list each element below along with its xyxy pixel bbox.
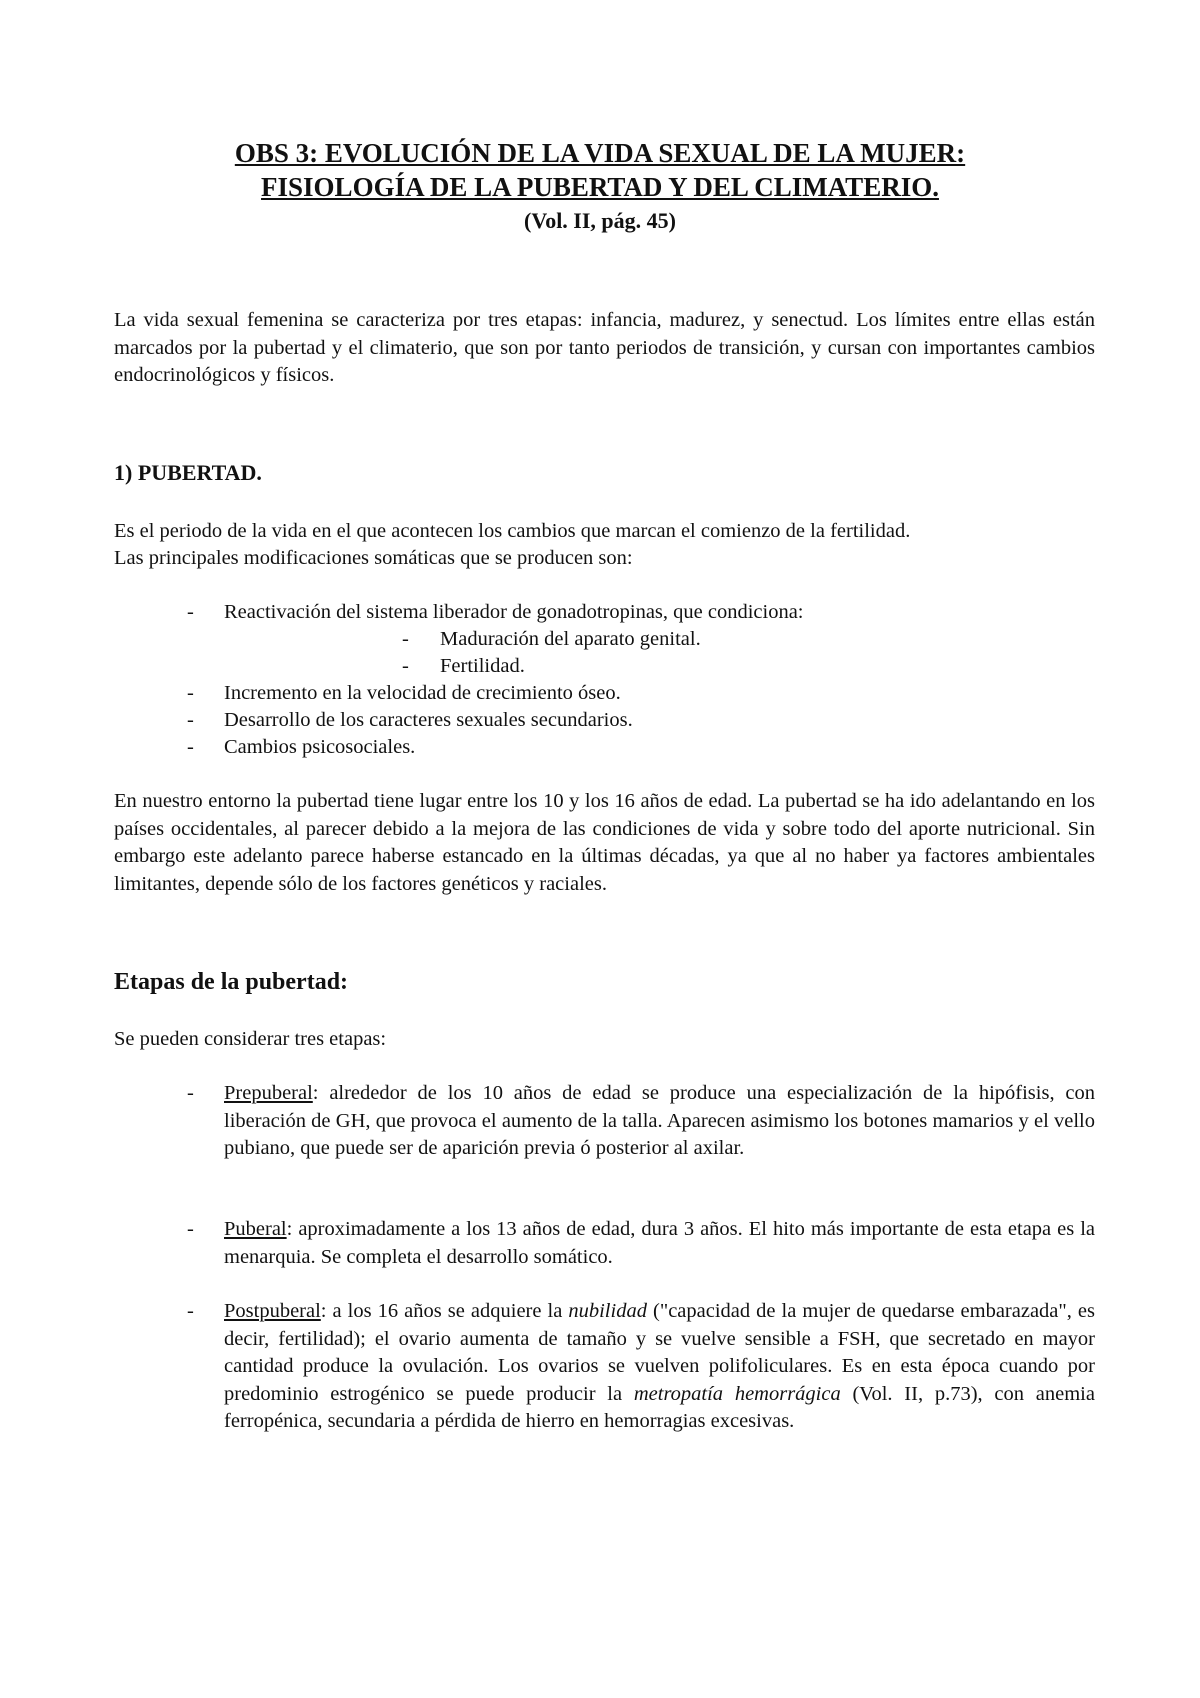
stage-text: ("capacidad de la mujer de quedarse embarazada", es decir, fertilidad); el ovario aumenta de tamaño y se vuelve sensible a FSH, que secretado en mayor cantidad produce la ovulación. Los ovarios se vuelven polifoliculares. Es en esta época cuando por predominio estrogénico se puede producir la: [224, 1300, 1096, 1405]
bullet-dash: -: [187, 709, 194, 731]
sub-bullet-dash: -: [402, 628, 409, 650]
volume-reference: (Vol. II, pág. 45): [524, 208, 676, 233]
stage-text: : a los 16 años se adquiere la: [320, 1300, 569, 1322]
sub-bullet-item: Maduración del aparato genital.: [440, 628, 701, 650]
stage-prepuberal: [224, 1080, 1095, 1163]
stage-postpuberal: [224, 1298, 1095, 1436]
term-metropatia: metropatía hemorrágica: [633, 1382, 841, 1405]
bullet-item: Cambios psicosociales.: [224, 736, 416, 758]
stage-dash: -: [187, 1218, 194, 1240]
stages-heading: Etapas de la pubertad:: [114, 969, 349, 995]
term-nubilidad: nubilidad: [568, 1300, 647, 1322]
bullet-item: Reactivación del sistema liberador de gonadotropinas, que condiciona:: [224, 601, 804, 623]
stages-intro: Se pueden considerar tres etapas:: [114, 1028, 387, 1050]
definition-line-1: Es el periodo de la vida en el que acontecen los cambios que marcan el comienzo de la fertilidad.: [114, 520, 911, 542]
stage-text: : aproximadamente a los 13 años de edad, dura 3 años. El hito más importante de esta etapa es la menarquia. Se completa el desarrollo somático.: [224, 1218, 1095, 1268]
stage-label: Puberal: [224, 1218, 287, 1240]
document-title-line-2: FISIOLOGÍA DE LA PUBERTAD Y DEL CLIMATERIO.: [261, 172, 939, 202]
sub-bullet-item: Fertilidad.: [440, 655, 525, 677]
stage-text: (Vol. II, p.73), con anemia ferropénica, secundaria a pérdida de hierro en hemorragias excesivas.: [224, 1382, 1095, 1432]
stage-label: Postpuberal: [224, 1300, 321, 1322]
stage-puberal: [224, 1216, 1095, 1271]
stage-text: : alrededor de los 10 años de edad se produce una especialización de la hipófisis, con liberación de GH, que provoca el aumento de la talla. Aparecen asimismo los botones mamarios y el vello pubiano, que puede ser de aparición previa ó posterior al axilar.: [224, 1082, 1095, 1159]
section-heading-pubertad: 1) PUBERTAD.: [114, 460, 262, 485]
bullet-item: Incremento en la velocidad de crecimiento óseo.: [224, 682, 621, 704]
bullet-dash: -: [187, 736, 194, 758]
stage-dash: -: [187, 1082, 194, 1104]
stage-label: Prepuberal: [224, 1082, 313, 1104]
document-title-line-1: OBS 3: EVOLUCIÓN DE LA VIDA SEXUAL DE LA MUJER:: [234, 138, 966, 168]
intro-paragraph: La vida sexual femenina se caracteriza por tres etapas: infancia, madurez, y senectud. Los límites entre ellas están marcados por la pubertad y el climaterio, que son por tanto periodos de transición, y cursan con importantes cambios endocrinológicos y físicos.: [114, 309, 1095, 386]
age-paragraph: En nuestro entorno la pubertad tiene lugar entre los 10 y los 16 años de edad. La pubertad se ha ido adelantando en los países occidentales, al parecer debido a la mejora de las condiciones de vida y sobre todo del aporte nutricional. Sin embargo este adelanto parece haberse estancado en la últimas décadas, ya que al no haber ya factores ambientales limitantes, depende sólo de los factores genéticos y raciales.: [114, 790, 1095, 895]
stage-dash: -: [187, 1300, 194, 1322]
bullet-dash: -: [187, 682, 194, 704]
bullet-item: Desarrollo de los caracteres sexuales secundarios.: [224, 709, 633, 731]
bullet-dash: -: [187, 601, 194, 623]
definition-line-2: Las principales modificaciones somáticas que se producen son:: [114, 547, 633, 569]
sub-bullet-dash: -: [402, 655, 409, 677]
